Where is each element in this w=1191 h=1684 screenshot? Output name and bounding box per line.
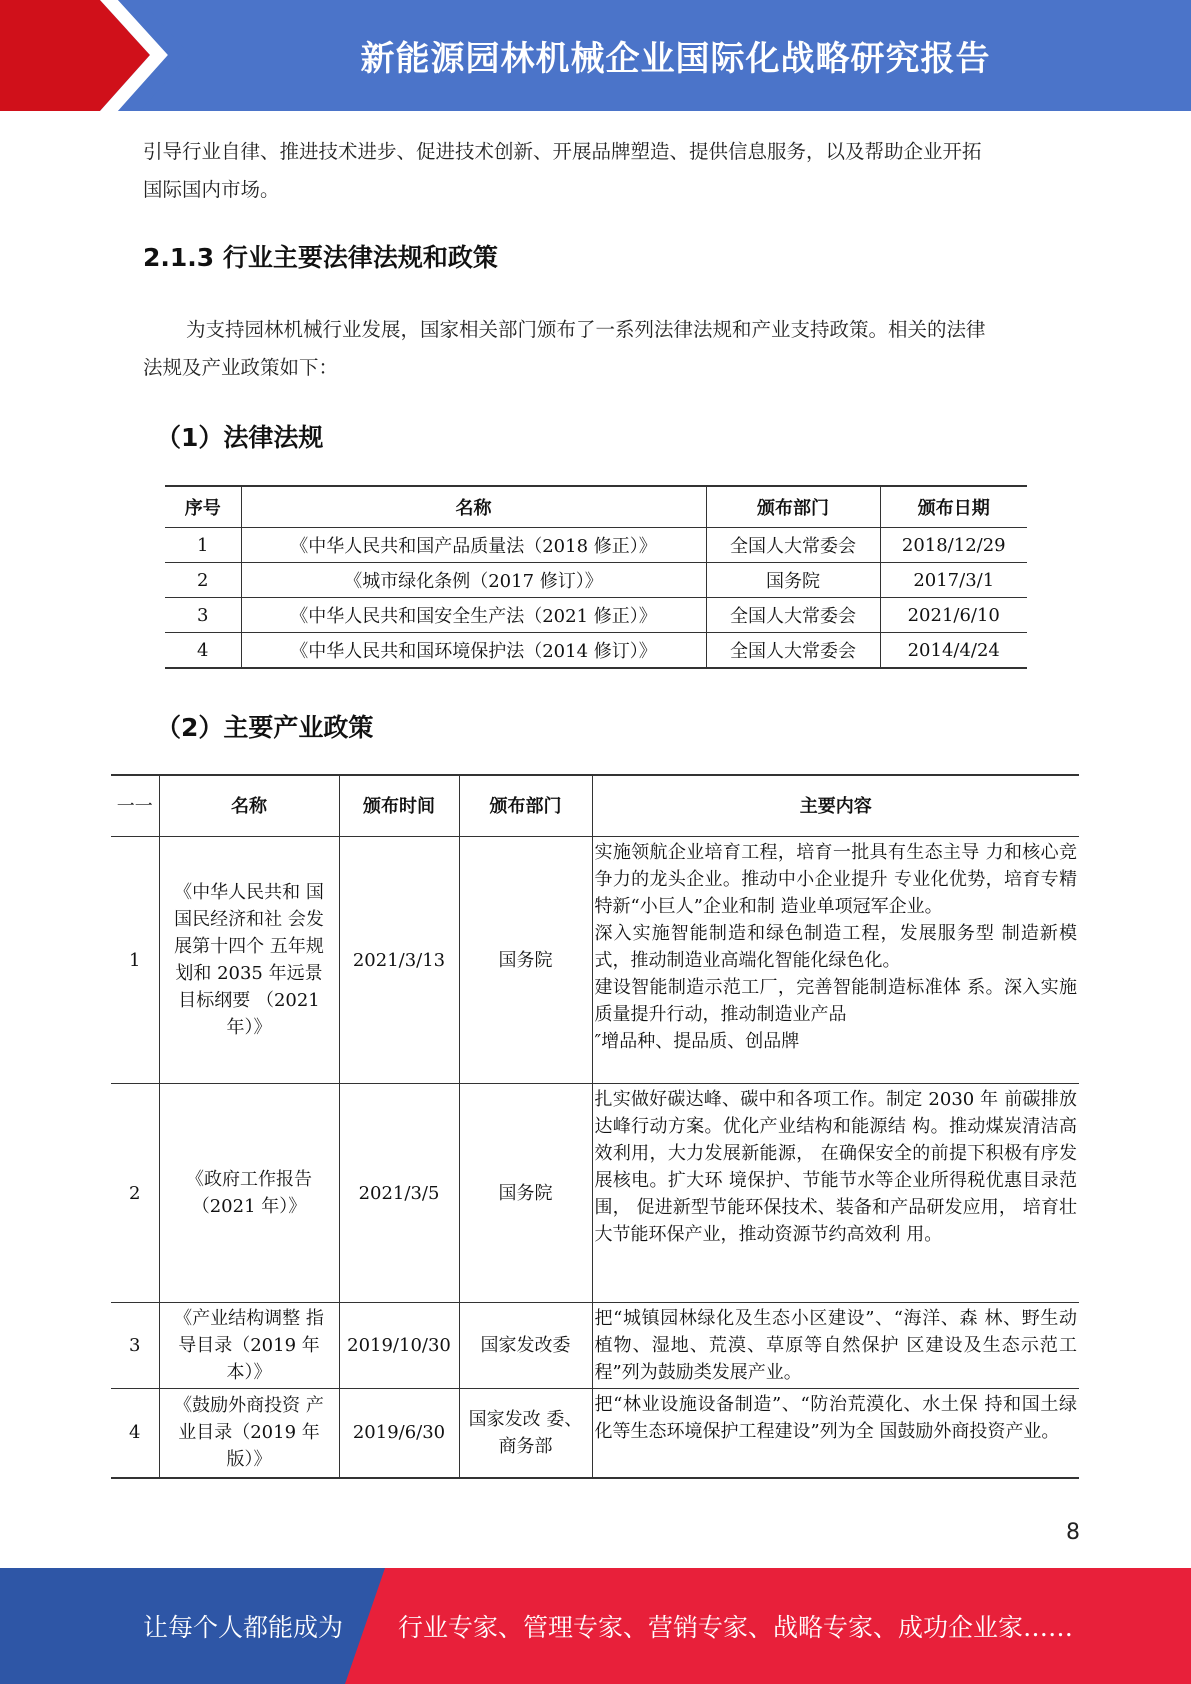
table-row <box>165 633 1027 669</box>
table-row <box>111 1303 1079 1389</box>
cell-date: 2018/12/29 <box>880 528 1027 563</box>
laws-col-date: 颁布日期 <box>880 486 1027 528</box>
policies-table-header <box>111 775 1079 837</box>
cell-name: 《鼓励外商投资 产业目录（2019 年版）》 <box>159 1389 339 1478</box>
cell-date: 2021/6/10 <box>880 598 1027 633</box>
cell-no: 4 <box>165 633 241 669</box>
intro-line-1: 引导行业自律、推进技术进步、促进技术创新、开展品牌塑造、提供信息服务，以及帮助企业开拓 <box>143 140 982 163</box>
table-row <box>111 1389 1079 1478</box>
cell-no: 1 <box>111 837 159 1084</box>
policies-col-content: 主要内容 <box>592 775 1079 837</box>
cell-dept: 国家发改委 <box>459 1303 592 1389</box>
table-row <box>165 528 1027 563</box>
policies-col-date: 颁布时间 <box>339 775 459 837</box>
content-paragraph: 把“林业设施设备制造”、“防治荒漠化、水土保 持和国土绿化等生态环境保护工程建设”列为全 国鼓励外商投资产业。 <box>594 1394 1077 1442</box>
cell-no: 3 <box>165 598 241 633</box>
cell-name: 《产业结构调整 指导目录（2019 年本）》 <box>159 1303 339 1389</box>
intro-paragraph <box>143 133 1048 209</box>
section-paragraph-line-1: 为支持园林机械行业发展，国家相关部门颁布了一系列法律法规和产业支持政策。相关的法律 <box>186 318 986 341</box>
cell-dept: 全国人大常委会 <box>706 528 880 563</box>
cell-no: 2 <box>111 1084 159 1303</box>
cell-no: 1 <box>165 528 241 563</box>
cell-name: 《政府工作报告（2021 年）》 <box>159 1084 339 1303</box>
table-row <box>111 837 1079 1084</box>
cell-dept: 国务院 <box>459 837 592 1084</box>
table-row <box>165 598 1027 633</box>
policies-col-name: 名称 <box>159 775 339 837</box>
content-paragraph: 把“城镇园林绿化及生态小区建设”、“海洋、森 林、野生动植物、湿地、荒漠、草原等自然保护 区建设及生态示范工程”列为鼓励类发展产业。 <box>594 1308 1077 1383</box>
table-row <box>165 563 1027 598</box>
footer-slogan-left: 让每个人都能成为 <box>143 1613 344 1642</box>
content-paragraph: ″增品种、提品质、创品牌 <box>594 1031 800 1052</box>
cell-name: 《城市绿化条例（2017 修订）》 <box>241 563 706 598</box>
cell-dept: 国务院 <box>706 563 880 598</box>
section-paragraph <box>143 311 1048 387</box>
cell-name: 《中华人民共和国产品质量法（2018 修正）》 <box>241 528 706 563</box>
cell-dept: 国务院 <box>459 1084 592 1303</box>
cell-date: 2019/6/30 <box>339 1389 459 1478</box>
table-row <box>111 1084 1079 1303</box>
cell-date: 2014/4/24 <box>880 633 1027 669</box>
cell-dept: 国家发改 委、商务部 <box>459 1389 592 1478</box>
policies-col-dept: 颁布部门 <box>459 775 592 837</box>
laws-table-header <box>165 486 1027 528</box>
report-title: 新能源园林机械企业国际化战略研究报告 <box>360 39 991 79</box>
laws-col-no: 序号 <box>165 486 241 528</box>
cell-content <box>592 1389 1079 1478</box>
cell-name: 《中华人民共和国安全生产法（2021 修正）》 <box>241 598 706 633</box>
laws-heading: （1）法律法规 <box>156 423 324 452</box>
cell-date: 2021/3/13 <box>339 837 459 1084</box>
page-header <box>0 0 1191 111</box>
cell-date: 2017/3/1 <box>880 563 1027 598</box>
laws-col-name: 名称 <box>241 486 706 528</box>
cell-dept: 全国人大常委会 <box>706 598 880 633</box>
section-paragraph-line-2: 法规及产业政策如下： <box>143 356 339 379</box>
policies-col-no: 一一 <box>111 775 159 837</box>
laws-col-dept: 颁布部门 <box>706 486 880 528</box>
cell-date: 2019/10/30 <box>339 1303 459 1389</box>
cell-name: 《中华人民共和国环境保护法（2014 修订）》 <box>241 633 706 669</box>
intro-line-2: 国际国内市场。 <box>143 178 280 201</box>
page-footer <box>0 1568 1191 1684</box>
laws-table <box>165 485 1027 669</box>
cell-content <box>592 1084 1079 1303</box>
policies-table <box>111 774 1079 1479</box>
cell-content <box>592 1303 1079 1389</box>
cell-name: 《中华人民共和 国国民经济和社 会发展第十四个 五年规划和 2035 年远景目标纲要 （2021 年）》 <box>159 837 339 1084</box>
section-heading: 2.1.3 行业主要法律法规和政策 <box>143 243 498 272</box>
cell-no: 2 <box>165 563 241 598</box>
footer-slogan-right: 行业专家、管理专家、营销专家、战略专家、成功企业家…… <box>398 1613 1074 1642</box>
content-paragraph: 实施领航企业培育工程，培育一批具有生态主导 力和核心竞争力的龙头企业。推动中小企业提升 专业化优势，培育专精特新“小巨人”企业和制 造业单项冠军企业。 <box>594 842 1077 917</box>
cell-no: 4 <box>111 1389 159 1478</box>
policies-heading: （2）主要产业政策 <box>156 713 374 742</box>
cell-content <box>592 837 1079 1084</box>
cell-date: 2021/3/5 <box>339 1084 459 1303</box>
cell-no: 3 <box>111 1303 159 1389</box>
cell-dept: 全国人大常委会 <box>706 633 880 669</box>
content-paragraph: 扎实做好碳达峰、碳中和各项工作。制定 2030 年 前碳排放达峰行动方案。优化产业结构和能源结 构。推动煤炭清洁高效利用，大力发展新能源， 在确保安全的前提下积极有序发展核电。扩大环 境保护、节能节水等企业所得税优惠目录范围， 促进新型节能环保技术、装备和产品研发应用， 培育壮大节能环保产业，推动资源节约高效利 用。 <box>594 1089 1077 1245</box>
page-number: 8 <box>1066 1520 1080 1545</box>
content-paragraph: 深入实施智能制造和绿色制造工程，发展服务型 制造新模式，推动制造业高端化智能化绿色化。 <box>594 923 1077 971</box>
content-paragraph: 建设智能制造示范工厂，完善智能制造标准体 系。深入实施质量提升行动，推动制造业产品 <box>594 977 1077 1025</box>
